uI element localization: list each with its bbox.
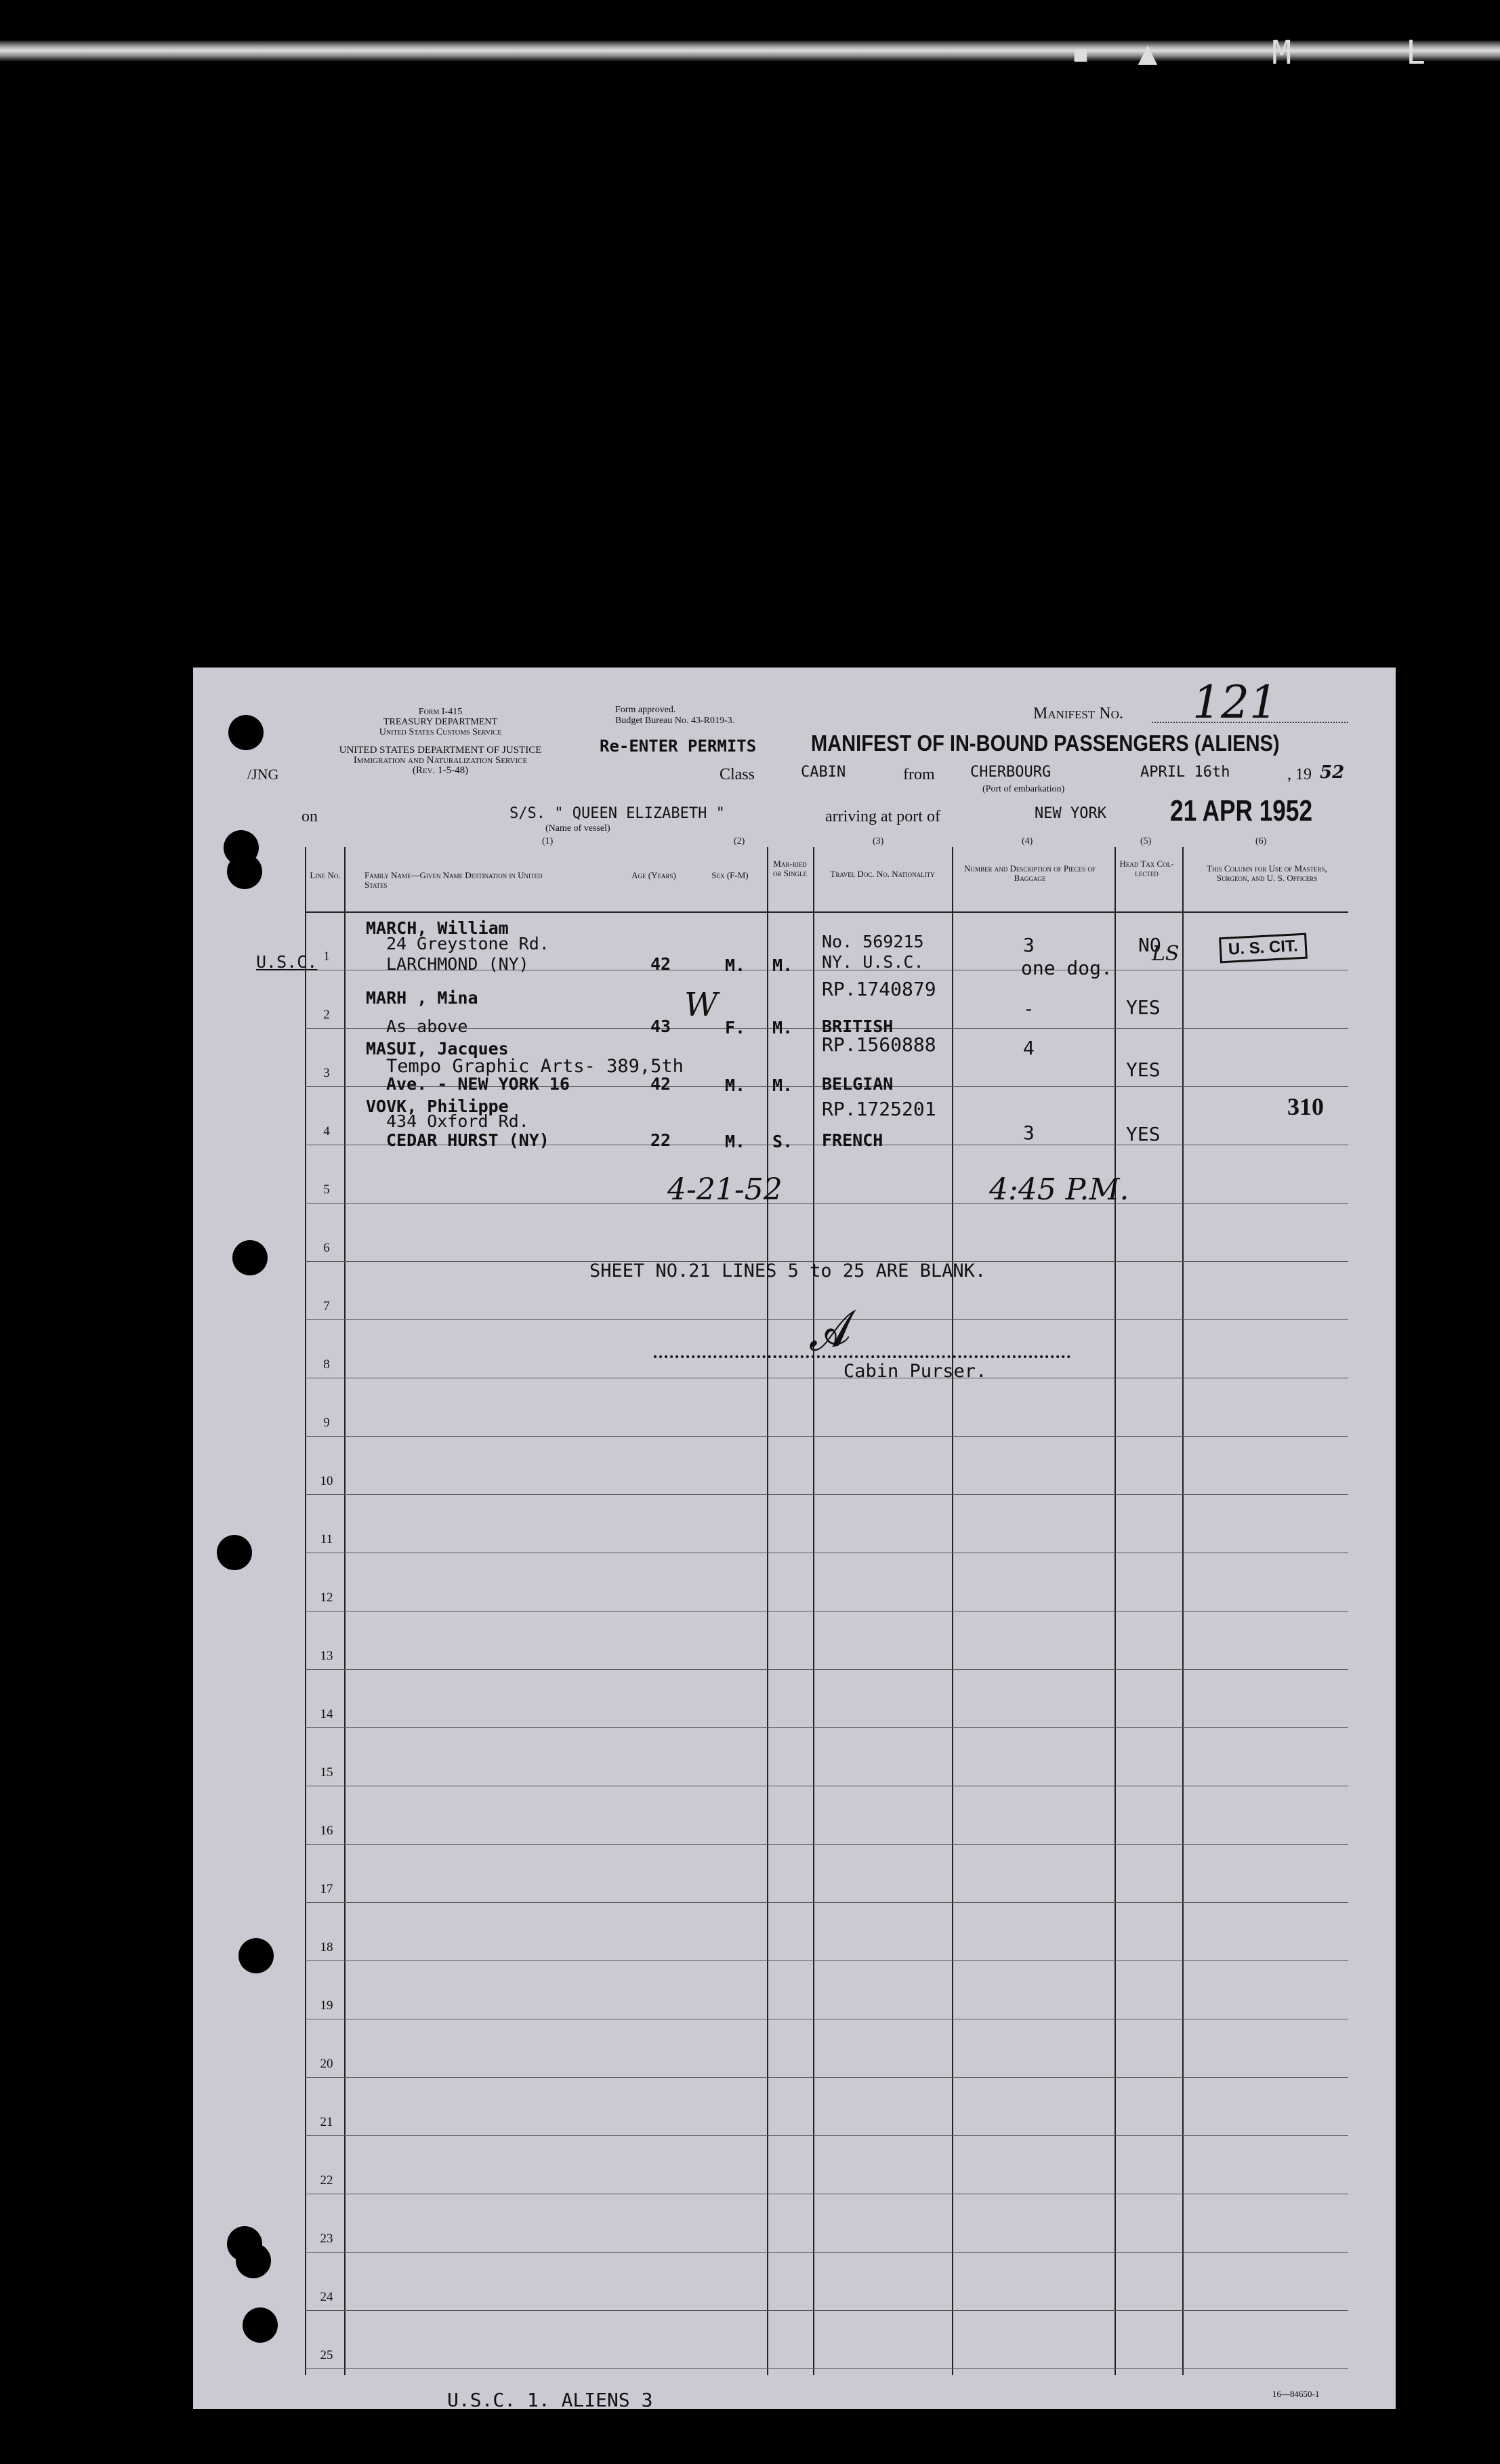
col-header-line: Line No.	[310, 870, 341, 880]
manifest-no-label: Manifest No.	[1033, 705, 1123, 722]
line-number: 8	[323, 1357, 330, 1372]
line-number: 13	[320, 1649, 333, 1663]
line-number: 17	[320, 1882, 333, 1896]
line-number: 5	[323, 1183, 330, 1197]
row-rule	[305, 1669, 1348, 1670]
passenger-1-baggage: 3	[1023, 934, 1035, 956]
row-rule	[305, 2368, 1348, 2369]
passenger-2-name: MARH , Mina	[366, 988, 478, 1008]
passenger-2-baggage: -	[1023, 998, 1035, 1020]
arrival-port: NEW YORK	[1035, 805, 1106, 822]
row-rule	[305, 1727, 1348, 1728]
passenger-1-tax: NO	[1138, 934, 1161, 956]
col-num-6: (6)	[1255, 836, 1267, 846]
us-citizen-stamp: U. S. CIT.	[1219, 933, 1308, 964]
line-number: 23	[320, 2232, 333, 2246]
justice-block	[291, 745, 589, 776]
passenger-4-age: 22	[650, 1130, 671, 1150]
form-number: Form I-415	[418, 707, 463, 717]
col-num-3: (3)	[873, 836, 884, 846]
col-num-2: (2)	[734, 836, 745, 846]
passenger-4-destination: CEDAR HURST (NY)	[386, 1130, 549, 1150]
row-rule	[305, 1844, 1348, 1845]
bottom-form-code: U.S.C. 1. ALIENS 3	[447, 2389, 653, 2411]
passenger-1-baggage-desc: one dog.	[1021, 957, 1112, 979]
manifest-no-line	[1152, 722, 1348, 723]
line-number: 9	[323, 1416, 330, 1430]
line-number: 7	[323, 1299, 330, 1313]
film-edge-marks: ▪▲ M L	[1070, 34, 1473, 72]
line-number: 22	[320, 2173, 333, 2188]
passenger-4-address: 434 Oxford Rd.	[386, 1111, 529, 1131]
passenger-1-doc: No. 569215	[822, 932, 924, 951]
line-number: 18	[320, 1940, 333, 1954]
passenger-3-tax: YES	[1126, 1059, 1161, 1081]
passenger-4-doc: RP.1725201	[822, 1098, 936, 1120]
officer-number: 310	[1287, 1093, 1324, 1120]
line-number: 24	[320, 2290, 333, 2304]
line-number: 4	[323, 1124, 330, 1138]
passenger-2-tax: YES	[1126, 996, 1161, 1019]
line-number: 11	[320, 1532, 333, 1546]
col-header-married: Mar-ried or Single	[773, 859, 807, 878]
justice-label: UNITED STATES DEPARTMENT OF JUSTICE	[339, 745, 542, 756]
row-rule	[305, 1203, 1348, 1204]
bottom-print-code: 16—84650-1	[1272, 2389, 1320, 2399]
line-number: 15	[320, 1765, 333, 1780]
passenger-2-marital: M.	[772, 1018, 793, 1038]
punch-hole	[238, 1938, 274, 1973]
year-value: 52	[1320, 762, 1345, 783]
col-header-travel: Travel Doc. No. Nationality	[830, 869, 935, 879]
handwritten-initials-ls: LS	[1152, 942, 1180, 966]
vessel-name: S/S. " QUEEN ELIZABETH "	[509, 805, 725, 822]
row-rule	[305, 2077, 1348, 2078]
treasury-label: TREASURY DEPARTMENT	[383, 717, 498, 727]
passenger-2-age: 43	[650, 1017, 671, 1036]
blank-lines-note: SHEET NO.21 LINES 5 to 25 ARE BLANK.	[589, 1260, 986, 1281]
jng-mark: /JNG	[247, 766, 279, 783]
punch-hole	[227, 854, 262, 889]
col-header-name: Family Name—Given Name Destination in United States	[364, 870, 543, 890]
passenger-3-destination: Ave. - NEW YORK 16	[386, 1074, 570, 1094]
line-number: 25	[320, 2348, 333, 2362]
line-number: 12	[320, 1590, 333, 1605]
col-num-5: (5)	[1140, 836, 1152, 846]
line-number: 6	[323, 1241, 330, 1255]
line-number: 10	[320, 1474, 333, 1488]
row-rule	[305, 1494, 1348, 1495]
vessel-caption: (Name of vessel)	[545, 823, 610, 834]
passenger-1-name: MARCH, William	[366, 918, 509, 938]
passenger-4-baggage: 3	[1023, 1122, 1035, 1144]
passenger-2-doc: RP.1740879	[822, 978, 936, 1000]
passenger-3-baggage: 4	[1023, 1037, 1035, 1059]
punch-hole	[232, 1240, 268, 1275]
row-rule	[305, 1436, 1348, 1437]
punch-hole	[243, 2307, 278, 2343]
line-number: 20	[320, 2057, 333, 2071]
col-header-sex: Sex (F-M)	[711, 870, 749, 880]
purser-signature-line	[654, 1355, 1070, 1358]
form-header-left	[298, 707, 583, 737]
passenger-4-marital: S.	[772, 1132, 793, 1151]
passenger-2-address: As above	[386, 1017, 468, 1036]
purser-signature: 𝓐	[801, 1304, 853, 1362]
passenger-4-sex: M.	[725, 1132, 746, 1151]
manifest-title: MANIFEST OF IN-BOUND PASSENGERS (ALIENS)	[811, 731, 1280, 756]
passenger-3-doc: RP.1560888	[822, 1033, 936, 1056]
passenger-1-age: 42	[650, 954, 671, 974]
col-header-tax: Head Tax Col-lected	[1119, 859, 1174, 878]
passenger-3-marital: M.	[772, 1075, 793, 1095]
arrival-date-stamp: 21 APR 1952	[1170, 794, 1313, 827]
passenger-1-destination: LARCHMOND (NY)	[386, 954, 529, 974]
row-rule	[305, 2310, 1348, 2311]
row-rule	[305, 2252, 1348, 2253]
col-header-officers: This Column for Use of Masters, Surgeon, and U. S. Officers	[1207, 863, 1327, 883]
col-num-1: (1)	[542, 836, 554, 846]
passenger-1-side-note: U.S.C.	[256, 952, 318, 972]
passenger-3-address: Tempo Graphic Arts- 389,5th	[386, 1056, 684, 1077]
approved-label: Form approved.	[615, 705, 676, 715]
line-number: 14	[320, 1707, 333, 1721]
rev-label: (Rev. 1-5-48)	[412, 765, 469, 776]
punch-hole	[236, 2243, 271, 2278]
reenter-permits: Re-ENTER PERMITS	[600, 737, 757, 756]
passenger-3-age: 42	[650, 1074, 671, 1094]
punch-hole	[217, 1535, 252, 1570]
passenger-3-name: MASUI, Jacques	[366, 1039, 509, 1059]
passenger-4-nationality: FRENCH	[822, 1130, 883, 1150]
line-number: 1	[323, 949, 330, 964]
passenger-4-name: VOVK, Philippe	[366, 1096, 509, 1116]
col-header-baggage: Number and Description of Pieces of Baggage	[964, 863, 1096, 883]
line-number: 2	[323, 1008, 330, 1022]
passenger-1-marital: M.	[772, 956, 793, 975]
passenger-1-nationality: NY. U.S.C.	[822, 952, 924, 972]
manifest-no-value: 121	[1192, 676, 1278, 728]
ins-label: Immigration and Naturalization Service	[353, 755, 528, 766]
handwritten-initials-w: W	[684, 986, 718, 1024]
line-number: 16	[320, 1824, 333, 1838]
line-number: 21	[320, 2115, 333, 2129]
passenger-2-nationality: BRITISH	[822, 1017, 894, 1036]
class-value: CABIN	[801, 764, 846, 781]
port-embark-caption: (Port of embarkation)	[982, 784, 1065, 794]
col-header-age: Age (Years)	[631, 870, 676, 880]
line-number: 19	[320, 1998, 333, 2013]
passenger-4-tax: YES	[1126, 1123, 1161, 1145]
punch-hole	[228, 715, 264, 750]
date-value: APRIL 16th	[1140, 764, 1230, 781]
purser-label: Cabin Purser.	[843, 1361, 987, 1382]
handwritten-time-note: 4:45 P.M.	[989, 1172, 1129, 1207]
row-rule	[305, 1960, 1348, 1961]
on-label: on	[301, 808, 318, 825]
passenger-1-sex: M.	[725, 956, 746, 975]
approval-block	[615, 705, 734, 726]
from-value: CHERBOURG	[970, 764, 1051, 781]
passenger-1-address: 24 Greystone Rd.	[386, 934, 549, 953]
arriving-label: arriving at port of	[825, 808, 940, 825]
col-num-4: (4)	[1022, 836, 1033, 846]
from-label: from	[903, 766, 935, 783]
row-rule	[305, 1902, 1348, 1903]
row-rule	[305, 2135, 1348, 2136]
budget-label: Budget Bureau No. 43-R019-3.	[615, 716, 735, 726]
line-number: 3	[323, 1066, 330, 1080]
handwritten-date-note: 4-21-52	[667, 1172, 783, 1207]
class-label: Class	[720, 766, 755, 783]
year-prefix: , 19	[1287, 766, 1312, 783]
passenger-3-sex: M.	[725, 1075, 746, 1095]
customs-label: United States Customs Service	[379, 727, 502, 737]
passenger-2-sex: F.	[725, 1018, 746, 1038]
passenger-3-nationality: BELGIAN	[822, 1074, 894, 1094]
